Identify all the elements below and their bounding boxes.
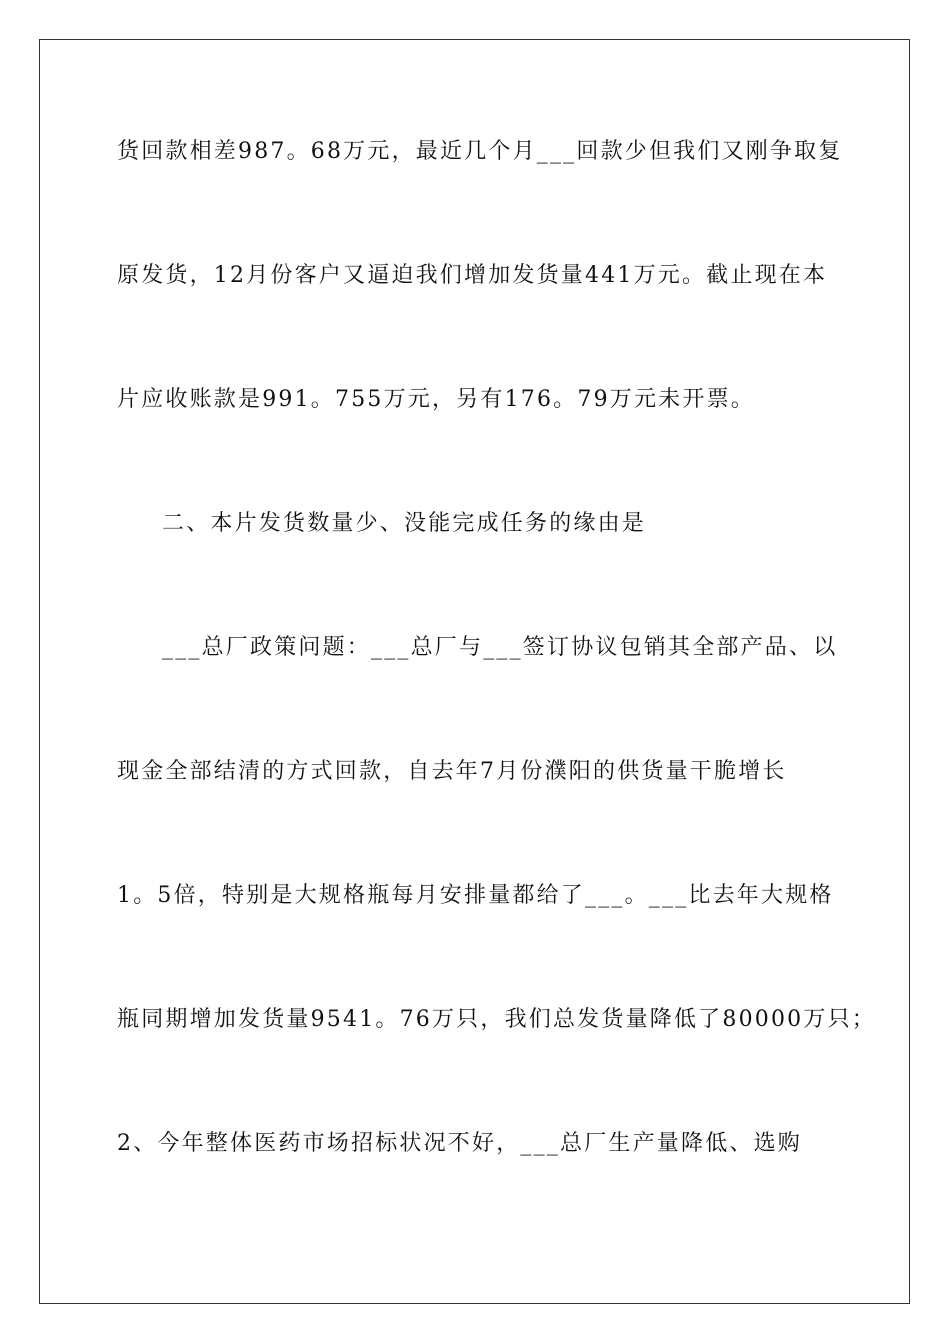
text-line-9: 2、今年整体医药市场招标状况不好，___总厂生产量降低、选购 <box>117 1131 802 1156</box>
text-line-3: 片应收账款是991。755万元，另有176。79万元未开票。 <box>117 387 755 412</box>
section-heading: 二、本片发货数量少、没能完成任务的缘由是 <box>162 511 647 536</box>
text-line-5: ___总厂政策问题：___总厂与___签订协议包销其全部产品、以 <box>162 635 838 660</box>
text-line-1: 货回款相差987。68万元，最近几个月___回款少但我们又刚争取复 <box>117 139 843 164</box>
page-frame <box>39 39 910 1304</box>
text-line-6: 现金全部结清的方式回款，自去年7月份濮阳的供货量干脆增长 <box>117 759 787 784</box>
text-line-2: 原发货，12月份客户又逼迫我们增加发货量441万元。截止现在本 <box>117 263 828 288</box>
text-line-7: 1。5倍，特别是大规格瓶每月安排量都给了___。___比去年大规格 <box>117 883 834 908</box>
text-line-8: 瓶同期增加发货量9541。76万只，我们总发货量降低了80000万只； <box>117 1007 876 1032</box>
